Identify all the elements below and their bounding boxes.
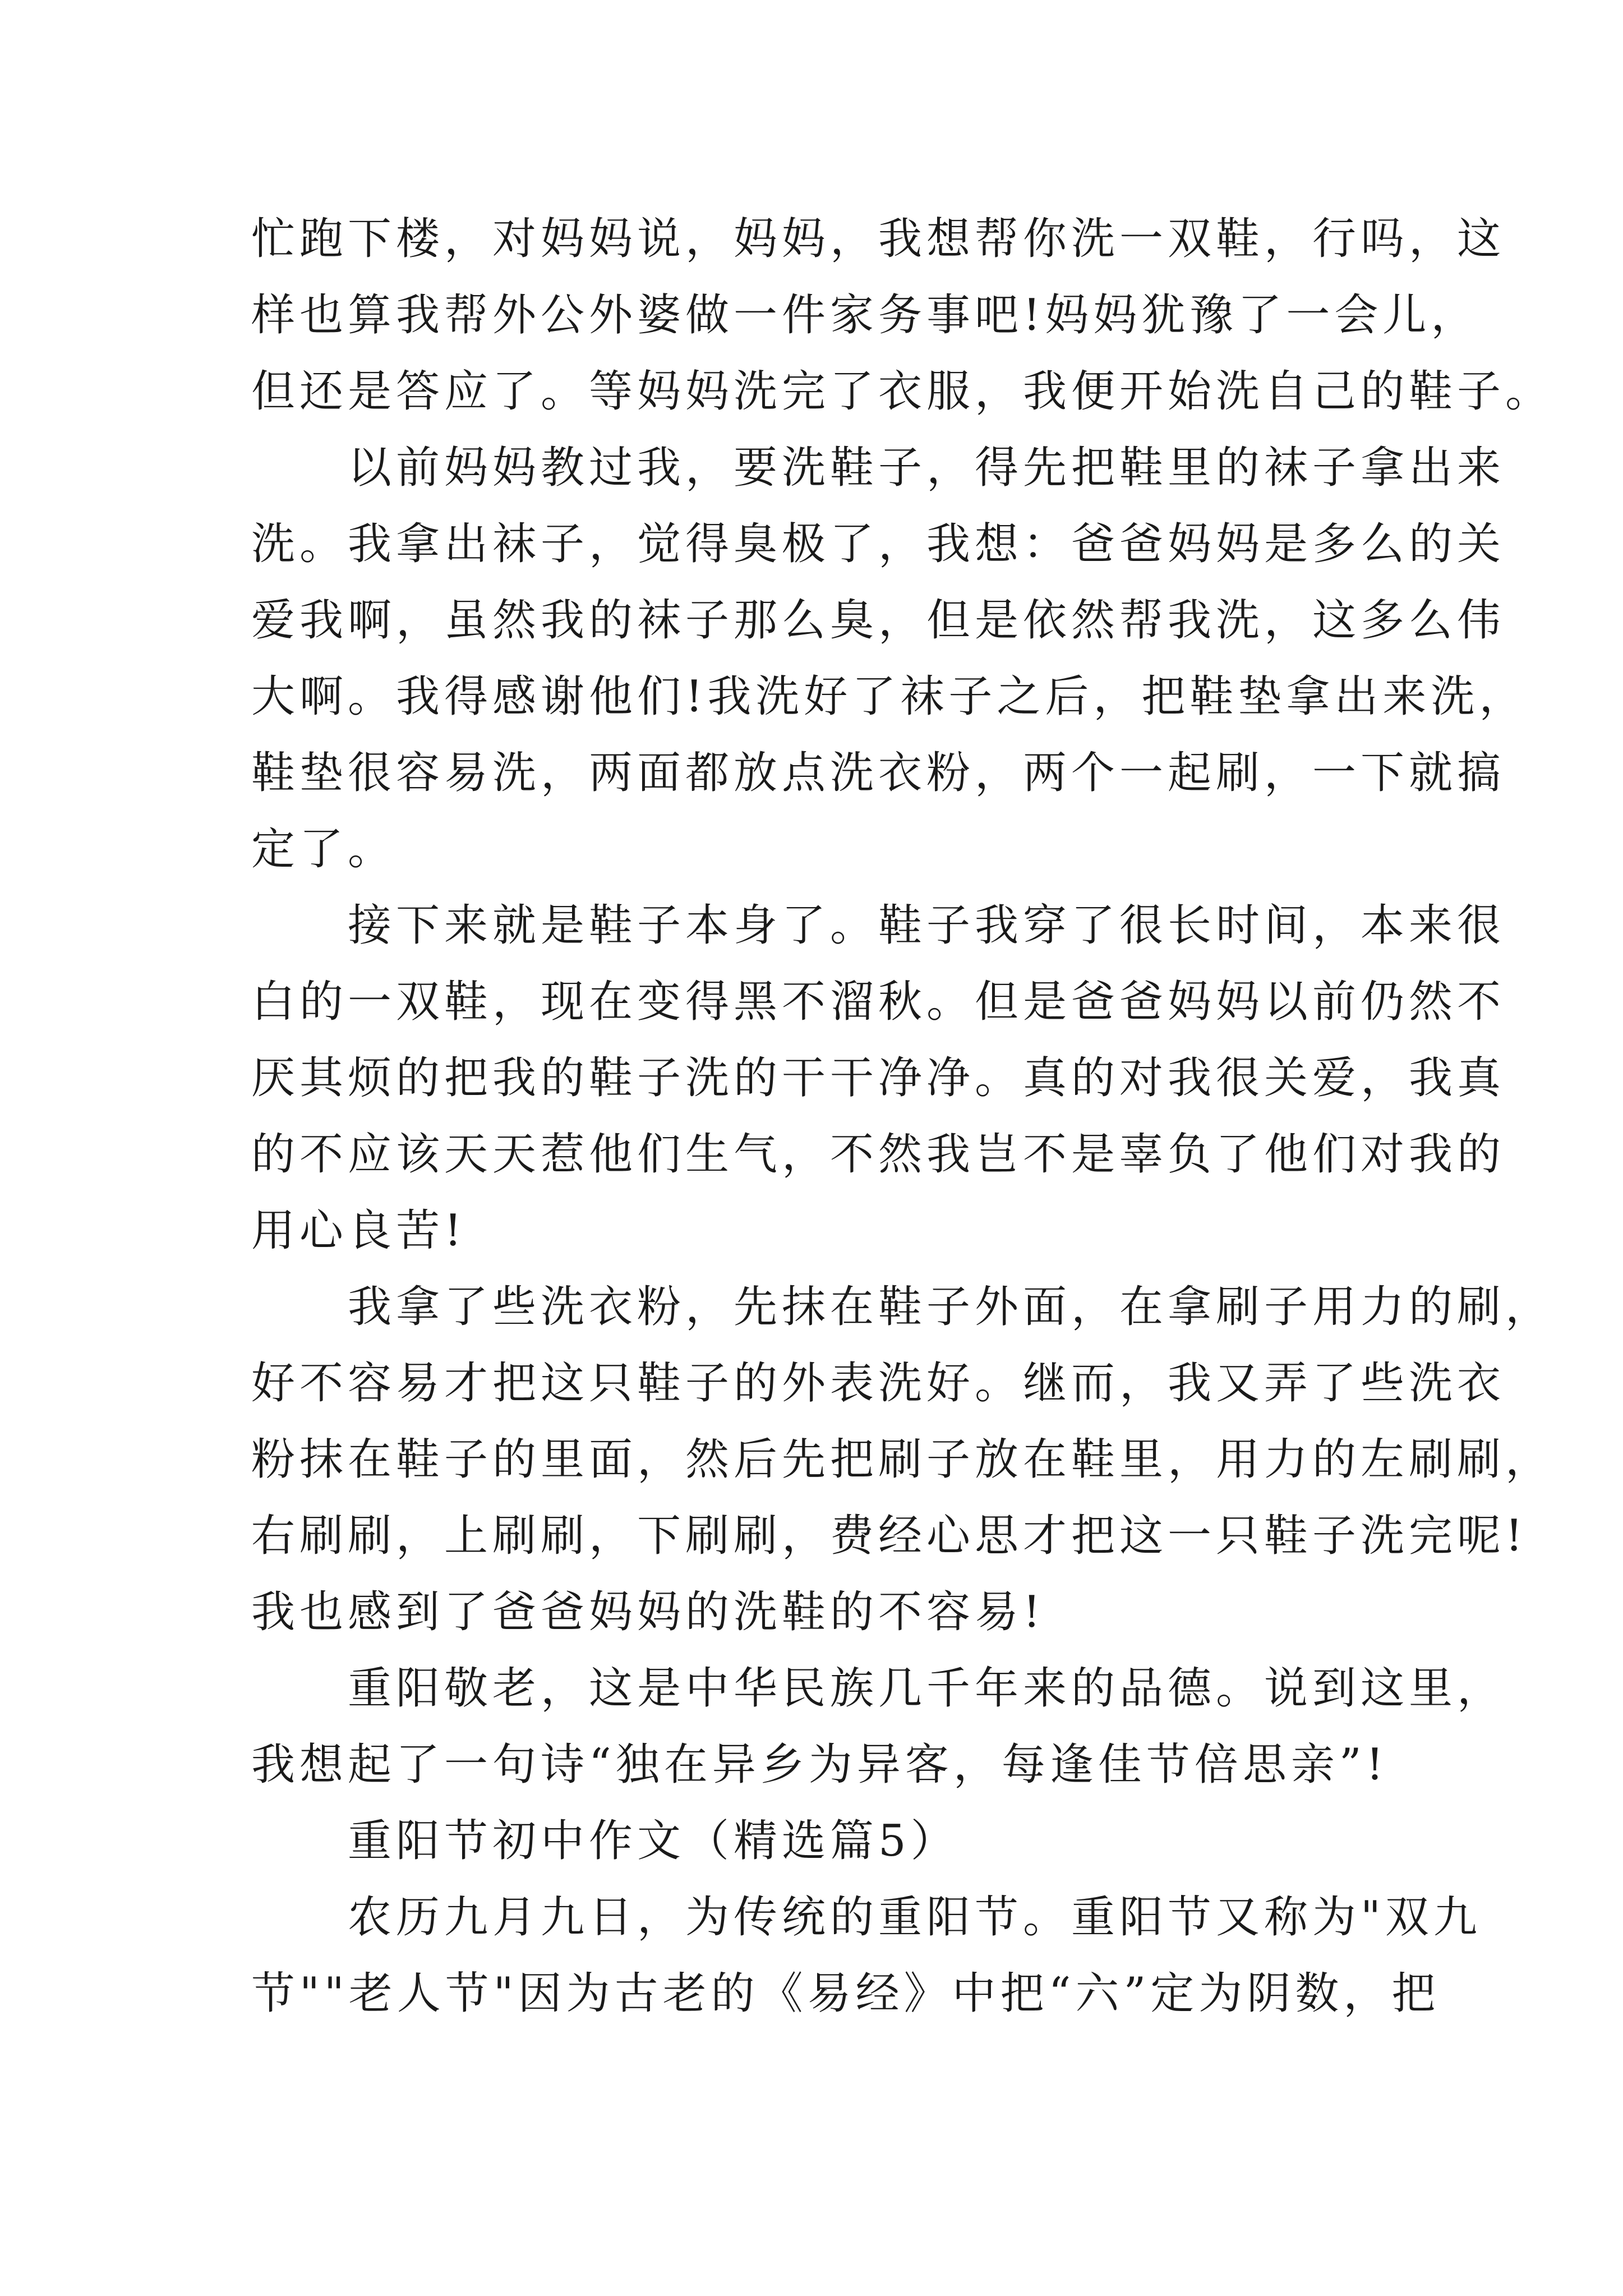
text-line: 样也算我帮外公外婆做一件家务事吧!妈妈犹豫了一会儿， [251,290,1479,341]
article-body [251,201,1554,2032]
section-heading: 重阳节初中作文（精选篇5） [251,1816,959,1866]
text-line: 农历九月九日，为传统的重阳节。重阳节又称为"双九 [251,1892,1482,1943]
text-line: 重阳敬老，这是中华民族几千年来的品德。说到这里， [251,1663,1506,1714]
text-line: 接下来就是鞋子本身了。鞋子我穿了很长时间，本来很 [251,900,1506,951]
text-line: 节""老人节"因为古老的《易经》中把“六”定为阴数，把 [251,1968,1440,2019]
text-line: 厌其烦的把我的鞋子洗的干干净净。真的对我很关爱，我真 [251,1053,1506,1103]
text-line: 白的一双鞋，现在变得黑不溜秋。但是爸爸妈妈以前仍然不 [251,977,1506,1027]
text-line: 忙跑下楼，对妈妈说，妈妈，我想帮你洗一双鞋，行吗，这 [251,214,1506,264]
text-line: 爱我啊，虽然我的袜子那么臭，但是依然帮我洗，这多么伟 [251,595,1506,646]
text-line: 右刷刷，上刷刷，下刷刷，费经心思才把这一只鞋子洗完呢! [251,1511,1528,1561]
text-line: 洗。我拿出袜子，觉得臭极了，我想：爸爸妈妈是多么的关 [251,519,1506,569]
text-line: 我拿了些洗衣粉，先抹在鞋子外面，在拿刷子用力的刷， [251,1282,1554,1332]
text-line: 用心良苦! [251,1205,467,1256]
text-line: 的不应该天天惹他们生气，不然我岂不是辜负了他们对我的 [251,1129,1506,1180]
text-line: 以前妈妈教过我，要洗鞋子，得先把鞋里的袜子拿出来 [251,443,1506,493]
text-line: 我想起了一句诗“独在异乡为异客，每逢佳节倍思亲”! [251,1740,1389,1790]
text-line: 我也感到了爸爸妈妈的洗鞋的不容易! [251,1587,1045,1637]
text-line: 定了。 [251,824,396,875]
text-line: 好不容易才把这只鞋子的外表洗好。继而，我又弄了些洗衣 [251,1358,1506,1409]
text-line: 粉抹在鞋子的里面，然后先把刷子放在鞋里，用力的左刷刷， [251,1434,1554,1485]
text-line: 大啊。我得感谢他们!我洗好了袜子之后，把鞋垫拿出来洗， [251,671,1528,722]
text-line: 但还是答应了。等妈妈洗完了衣服，我便开始洗自己的鞋子。 [251,366,1554,417]
text-line: 鞋垫很容易洗，两面都放点洗衣粉，两个一起刷，一下就搞 [251,748,1506,798]
